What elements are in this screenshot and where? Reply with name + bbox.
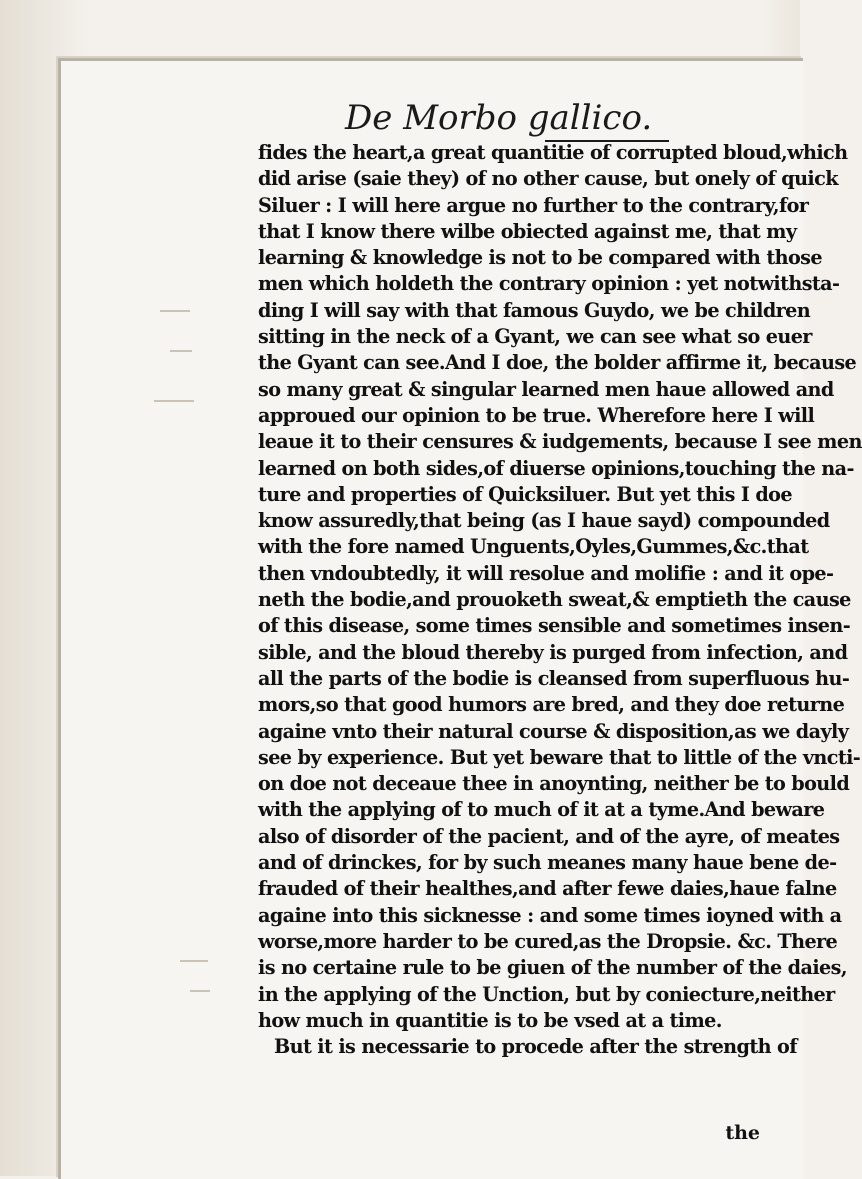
catchword-row xyxy=(258,1122,760,1152)
running-head xyxy=(345,98,685,138)
catchword: the xyxy=(725,1122,760,1144)
text-line: neth the bodie,and prouoketh sweat,& emptieth the cause xyxy=(258,588,851,612)
text-line: know assuredly,that being (as I haue sayd) compounded xyxy=(258,509,830,533)
text-line: see by experience. But yet beware that to little of the vncti- xyxy=(258,745,861,769)
text-line: of this disease, some times sensible and sometimes insen- xyxy=(258,614,851,638)
text-line: did arise (saie they) of no other cause, but onely of quick xyxy=(258,167,838,191)
text-line: mors,so that good humors are bred, and they doe returne xyxy=(258,693,845,717)
text-line: ture and properties of Quicksiluer. But yet this I doe xyxy=(258,482,792,506)
margin-bleedthrough xyxy=(150,270,250,1070)
text-line: approued our opinion to be true. Wherefore here I will xyxy=(258,403,815,427)
text-line: worse,more harder to be cured,as the Dropsie. &c. There xyxy=(258,929,838,953)
text-line: leaue it to their censures & iudgements, because I see men xyxy=(258,430,862,454)
text-line: But it is necessarie to procede after the strength of xyxy=(274,1035,797,1059)
text-line: and of drinckes, for by such meanes many haue bene de- xyxy=(258,851,837,875)
text-line: also of disorder of the pacient, and of the ayre, of meates xyxy=(258,824,840,848)
text-line: in the applying of the Unction, but by coniecture,neither xyxy=(258,982,835,1006)
text-line: men which holdeth the contrary opinion : yet notwithsta- xyxy=(258,272,840,296)
text-line: is no certaine rule to be giuen of the number of the daies, xyxy=(258,956,847,980)
text-line: the Gyant can see.And I doe, the bolder affirme it, because xyxy=(258,351,857,375)
text-line: so many great & singular learned men haue allowed and xyxy=(258,377,834,401)
running-head-text: De Morbo gallico. xyxy=(345,98,653,138)
text-line: with the applying of to much of it at a tyme.And beware xyxy=(258,798,825,822)
text-line: fides the heart,a great quantitie of corrupted bloud,which xyxy=(258,141,848,164)
text-line: sitting in the neck of a Gyant, we can see what so euer xyxy=(258,325,812,349)
text-line: frauded of their healthes,and after fewe daies,haue falne xyxy=(258,877,837,901)
text-line: againe vnto their natural course & disposition,as we dayly xyxy=(258,719,849,743)
text-line: on doe not deceaue thee in anoynting, neither be to bould xyxy=(258,772,850,796)
text-line: learned on both sides,of diuerse opinions,touching the na- xyxy=(258,456,854,480)
text-line: with the fore named Unguents,Oyles,Gummes,&c.that xyxy=(258,535,809,559)
text-line: all the parts of the bodie is cleansed from superfluous hu- xyxy=(258,666,850,690)
body-text xyxy=(258,140,862,1060)
text-line: then vndoubtedly, it will resolue and molifie : and it ope- xyxy=(258,561,834,585)
text-line: learning & knowledge is not to be compared with those xyxy=(258,246,822,270)
text-line: how much in quantitie is to be vsed at a time. xyxy=(258,1008,722,1032)
text-line: againe into this sicknesse : and some times ioyned with a xyxy=(258,903,842,927)
text-line: that I know there wilbe obiected against me, that my xyxy=(258,219,797,243)
text-line: sible, and the bloud thereby is purged from infection, and xyxy=(258,640,848,664)
text-line: Siluer : I will here argue no further to the contrary,for xyxy=(258,193,809,217)
text-line: ding I will say with that famous Guydo, we be children xyxy=(258,298,811,322)
